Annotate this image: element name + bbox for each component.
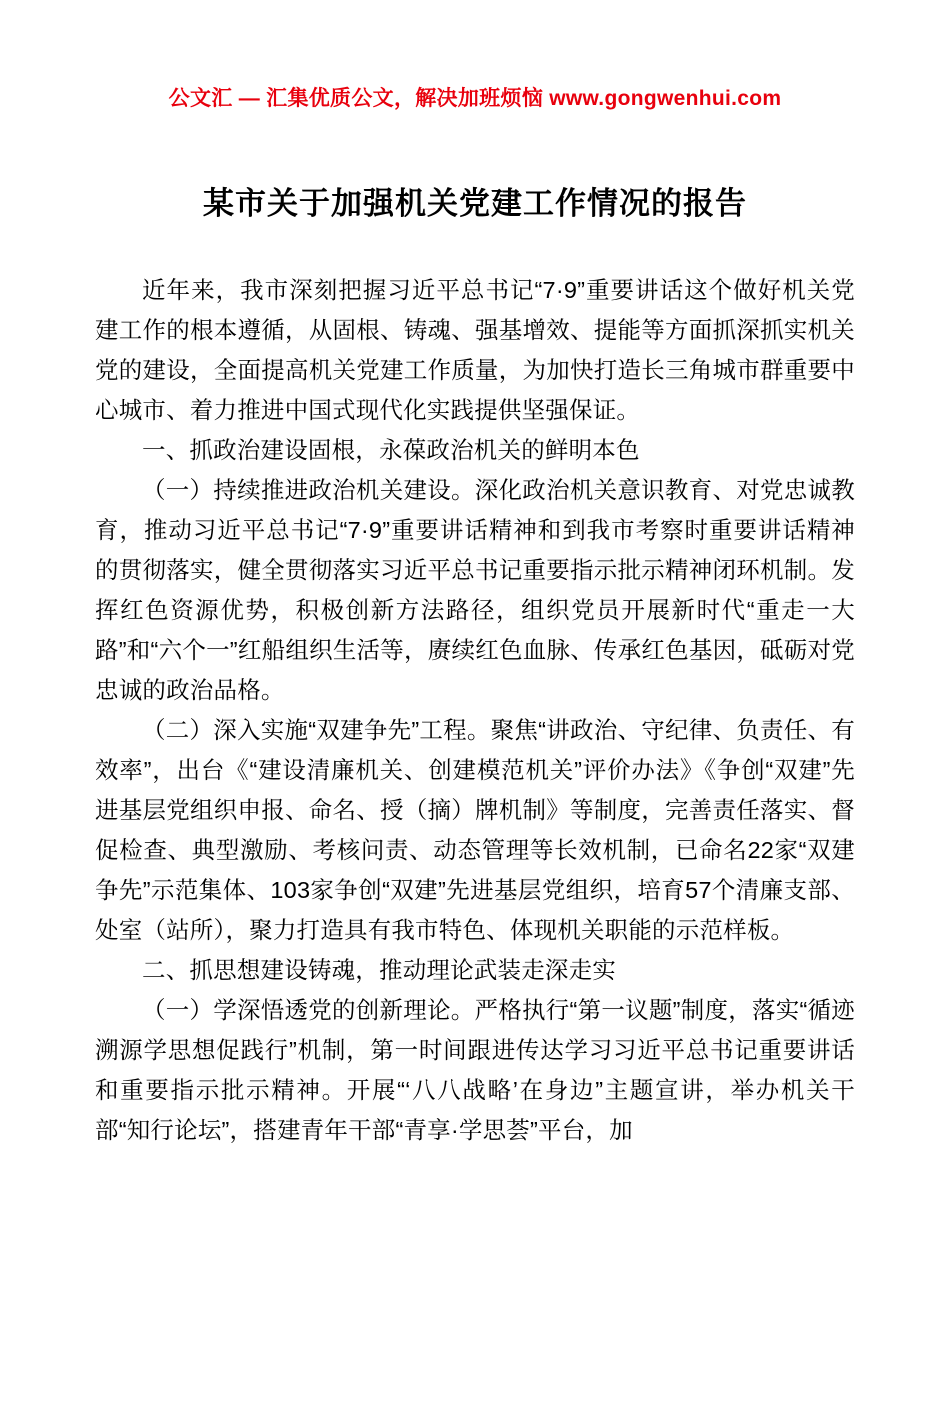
watermark-brand-text: 公文汇 — 汇集优质公文，解决加班烦恼 bbox=[168, 87, 550, 110]
paragraph: （一）学深悟透党的创新理论。严格执行“第一议题”制度，落实“循迹溯源学思想促践行”机制，第一时间跟进传达学习习近平总书记重要讲话和重要指示批示精神。开展“‘八八战略’在身边”主题宣讲，举办机关干部“知行论坛”，搭建青年干部“青享·学思荟”平台，加 bbox=[95, 997, 855, 1144]
paragraph: 二、抓思想建设铸魂，推动理论武装走深走实 bbox=[142, 957, 616, 984]
watermark-banner bbox=[95, 82, 855, 112]
paragraph: 近年来，我市深刻把握习近平总书记“7·9”重要讲话这个做好机关党建工作的根本遵循，从固根、铸魂、强基增效、提能等方面抓深抓实机关党的建设，全面提高机关党建工作质量，为加快打造长三角城市群重要中心城市、着力推进中国式现代化实践提供坚强保证。 bbox=[95, 277, 855, 424]
document-page bbox=[0, 82, 950, 1426]
watermark-url-text: www.gongwenhui.com bbox=[549, 87, 782, 110]
paragraph: 一、抓政治建设固根，永葆政治机关的鲜明本色 bbox=[142, 437, 640, 464]
paragraph: （二）深入实施“双建争先”工程。聚焦“讲政治、守纪律、负责任、有效率”，出台《“建设清廉机关、创建模范机关”评价办法》《争创“双建”先进基层党组织申报、命名、授（摘）牌机制》等制度，完善责任落实、督促检查、典型激励、考核问责、动态管理等长效机制，已命名22家“双建争先”示范集体、103家争创“双建”先进基层党组织，培育57个清廉支部、处室（站所），聚力打造具有我市特色、体现机关职能的示范样板。 bbox=[95, 717, 855, 944]
page-title: 某市关于加强机关党建工作情况的报告 bbox=[203, 186, 747, 221]
document-body bbox=[95, 270, 855, 1150]
paragraph: （一）持续推进政治机关建设。深化政治机关意识教育、对党忠诚教育，推动习近平总书记“7·9”重要讲话精神和到我市考察时重要讲话精神的贯彻落实，健全贯彻落实习近平总书记重要指示批示精神闭环机制。发挥红色资源优势，积极创新方法路径，组织党员开展新时代“重走一大路”和“六个一”红船组织生活等，赓续红色血脉、传承红色基因，砥砺对党忠诚的政治品格。 bbox=[95, 477, 855, 704]
